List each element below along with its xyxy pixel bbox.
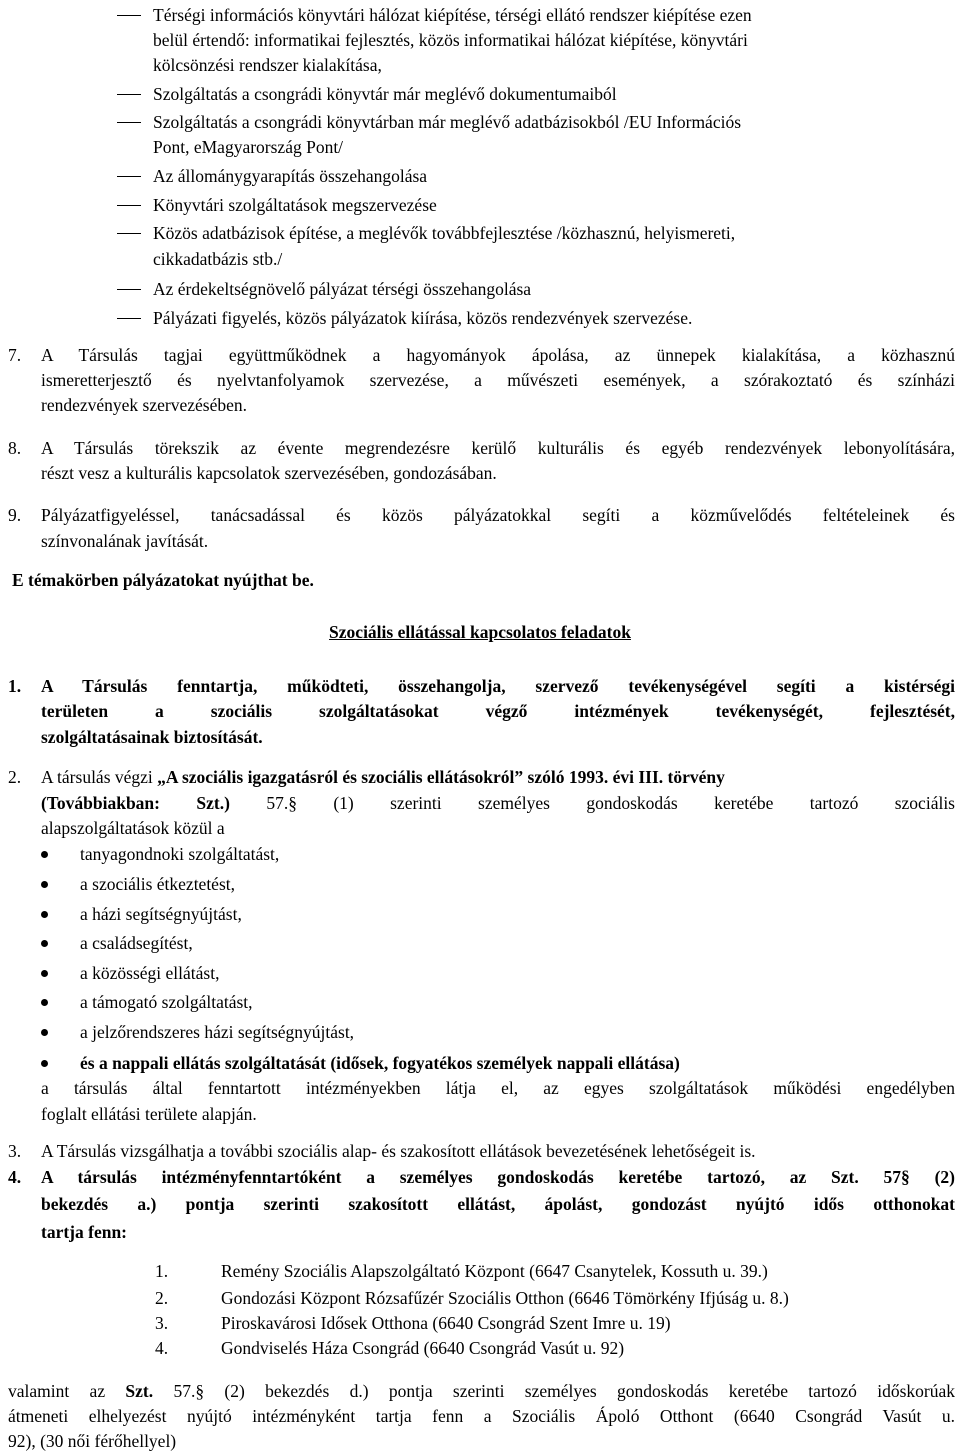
bullet-marker <box>41 881 48 888</box>
dash-item-line: Pályázati figyelés, közös pályázatok kiírása, közös rendezvények szervezése. <box>153 308 693 328</box>
paragraph-line: részt vesz a kulturális kapcsolatok szervezésében, gondozásában. <box>41 463 497 483</box>
bullet-marker <box>41 1029 48 1036</box>
paragraph-line: A Társulás vizsgálhatja a további szociális alap- és szakosított ellátások bevezetésének lehetőségeit is. <box>41 1141 756 1161</box>
paragraph-line: tartja fenn: <box>41 1222 128 1242</box>
paragraph-line: a társulás által fenntartott intézményekben látja el, az egyes szolgáltatások működési engedélyben <box>41 1078 955 1098</box>
paragraph-line: rendezvények szervezésében. <box>41 395 247 415</box>
paragraph-line <box>8 1380 955 1402</box>
bullet-marker <box>41 940 48 947</box>
paragraph-line: szolgáltatásainak biztosítását. <box>41 727 263 747</box>
dash-item-line: Szolgáltatás a csongrádi könyvtár már meglévő dokumentumaiból <box>153 84 617 104</box>
paragraph-line <box>41 766 725 788</box>
dash-item-line: Könyvtári szolgáltatások megszervezése <box>153 195 437 215</box>
paragraph-line: színvonalának javítását. <box>41 531 209 551</box>
bullet-item: a közösségi ellátást, <box>80 963 220 983</box>
paragraph-line: A Társulás fenntartja, működteti, összehangolja, szervező tevékenységével segíti a kistérségi <box>41 676 955 696</box>
dash-item-line: Szolgáltatás a csongrádi könyvtárban már meglévő adatbázisokból /EU Információs <box>153 112 742 132</box>
dash-marker <box>117 94 141 95</box>
paragraph-line: átmeneti elhelyezést nyújtó intézményként tartja fenn a Szociális Ápoló Otthont (6640 Csongrád Vasút u. <box>8 1406 955 1426</box>
dash-item-line: kölcsönzési rendszer kialakítása, <box>153 55 382 75</box>
bullet-marker <box>41 970 48 977</box>
paragraph-line <box>41 792 955 814</box>
paragraph-number: 9. <box>8 505 22 525</box>
institution-number: 4. <box>155 1338 169 1358</box>
closing-text: valamint az <box>8 1381 126 1401</box>
bullet-item: és a nappali ellátás szolgáltatását (idősek, fogyatékos személyek nappali ellátása) <box>80 1053 680 1073</box>
paragraph-number: 7. <box>8 345 22 365</box>
bullet-item: a házi segítségnyújtást, <box>80 904 242 924</box>
dash-marker <box>117 122 141 123</box>
dash-marker <box>117 318 141 319</box>
paragraph-line: 92), (30 női férőhellyel) <box>8 1431 177 1451</box>
section-heading: Szociális ellátással kapcsolatos feladatok <box>329 622 631 642</box>
dash-item-line: Pont, eMagyarország Pont/ <box>153 137 344 157</box>
law-abbreviation: (Továbbiakban: Szt.) <box>41 793 230 813</box>
paragraph-line: bekezdés a.) pontja szerinti szakosított ellátást, ápolást, gondozást nyújtó idős otthonokat <box>41 1194 955 1214</box>
institution-item: Piroskavárosi Idősek Otthona (6640 Csongrád Szent Imre u. 19) <box>221 1313 671 1333</box>
institution-number: 1. <box>155 1261 169 1281</box>
bullet-item: a családsegítést, <box>80 933 193 953</box>
dash-item-line: belül értendő: informatikai fejlesztés, közös informatikai hálózat kiépítése, könyvtári <box>153 30 748 50</box>
paragraph-line: területen a szociális szolgáltatásokat végző intézmények tevékenységét, fejlesztését, <box>41 701 955 721</box>
bullet-marker <box>41 1060 48 1067</box>
institution-item: Remény Szociális Alapszolgáltató Központ (6647 Csanytelek, Kossuth u. 39.) <box>221 1261 768 1281</box>
dash-marker <box>117 176 141 177</box>
paragraph-line: Pályázatfigyeléssel, tanácsadással és közös pályázatokkal segíti a közművelődés feltételeinek és <box>41 505 955 525</box>
bullet-marker <box>41 851 48 858</box>
bullet-marker <box>41 911 48 918</box>
dash-marker <box>117 233 141 234</box>
dash-item-line: Az állománygyarapítás összehangolása <box>153 166 428 186</box>
paragraph-line: A Társulás tagjai együttműködnek a hagyományok ápolása, az ünnepek kialakítása, a közhasznú <box>41 345 955 365</box>
institution-number: 2. <box>155 1288 169 1308</box>
bullet-item: a szociális étkeztetést, <box>80 874 235 894</box>
bullet-marker <box>41 999 48 1006</box>
paragraph-line: alapszolgáltatások közül a <box>41 818 225 838</box>
paragraph-line: foglalt ellátási területe alapján. <box>41 1104 257 1124</box>
institution-item: Gondviselés Háza Csongrád (6640 Csongrád Vasút u. 92) <box>221 1338 625 1358</box>
bullet-item: tanyagondnoki szolgáltatást, <box>80 844 280 864</box>
dash-item-line: Közös adatbázisok építése, a meglévők továbbfejlesztése /közhasznú, helyismereti, <box>153 223 736 243</box>
closing-text: 57.§ (2) bekezdés d.) pontja szerinti személyes gondoskodás keretébe tartozó időskorúak <box>153 1381 955 1401</box>
dash-marker <box>117 15 141 16</box>
dash-item-line: Térségi információs könyvtári hálózat kiépítése, térségi ellátó rendszer kiépítése ezen <box>153 5 752 25</box>
dash-item-line: cikkadatbázis stb./ <box>153 249 283 269</box>
paragraph-number: 3. <box>8 1141 22 1161</box>
bullet-item: a jelzőrendszeres házi segítségnyújtást, <box>80 1022 355 1042</box>
law-title: „A szociális igazgatásról és szociális ellátásokról” szóló 1993. évi III. törvény <box>157 767 725 787</box>
institution-number: 3. <box>155 1313 169 1333</box>
dash-item-line: Az érdekeltségnövelő pályázat térségi összehangolása <box>153 279 532 299</box>
paragraph-line: ismeretterjesztő és nyelvtanfolyamok szervezése, a művészeti események, a szórakoztató és színházi <box>41 370 955 390</box>
law-reference: 57.§ (1) szerinti személyes gondoskodás keretébe tartozó szociális <box>229 793 955 813</box>
law-intro: A társulás végzi <box>41 767 158 787</box>
paragraph-number: 8. <box>8 438 22 458</box>
institution-item: Gondozási Központ Rózsafűzér Szociális Otthon (6646 Tömörkény Ifjúság u. 8.) <box>221 1288 789 1308</box>
bullet-item: a támogató szolgáltatást, <box>80 992 253 1012</box>
dash-marker <box>117 205 141 206</box>
law-abbreviation: Szt. <box>125 1381 154 1401</box>
paragraph-number: 2. <box>8 767 22 787</box>
paragraph-number: 4. <box>8 1167 22 1187</box>
topic-note: E témakörben pályázatokat nyújthat be. <box>12 570 314 590</box>
paragraph-line: A Társulás törekszik az évente megrendezésre kerülő kulturális és egyéb rendezvények lebonyolítására, <box>41 438 955 458</box>
paragraph-number: 1. <box>8 676 22 696</box>
dash-marker <box>117 289 141 290</box>
paragraph-line: A társulás intézményfenntartóként a személyes gondoskodás keretébe tartozó, az Szt. 57§ (2) <box>41 1167 955 1187</box>
